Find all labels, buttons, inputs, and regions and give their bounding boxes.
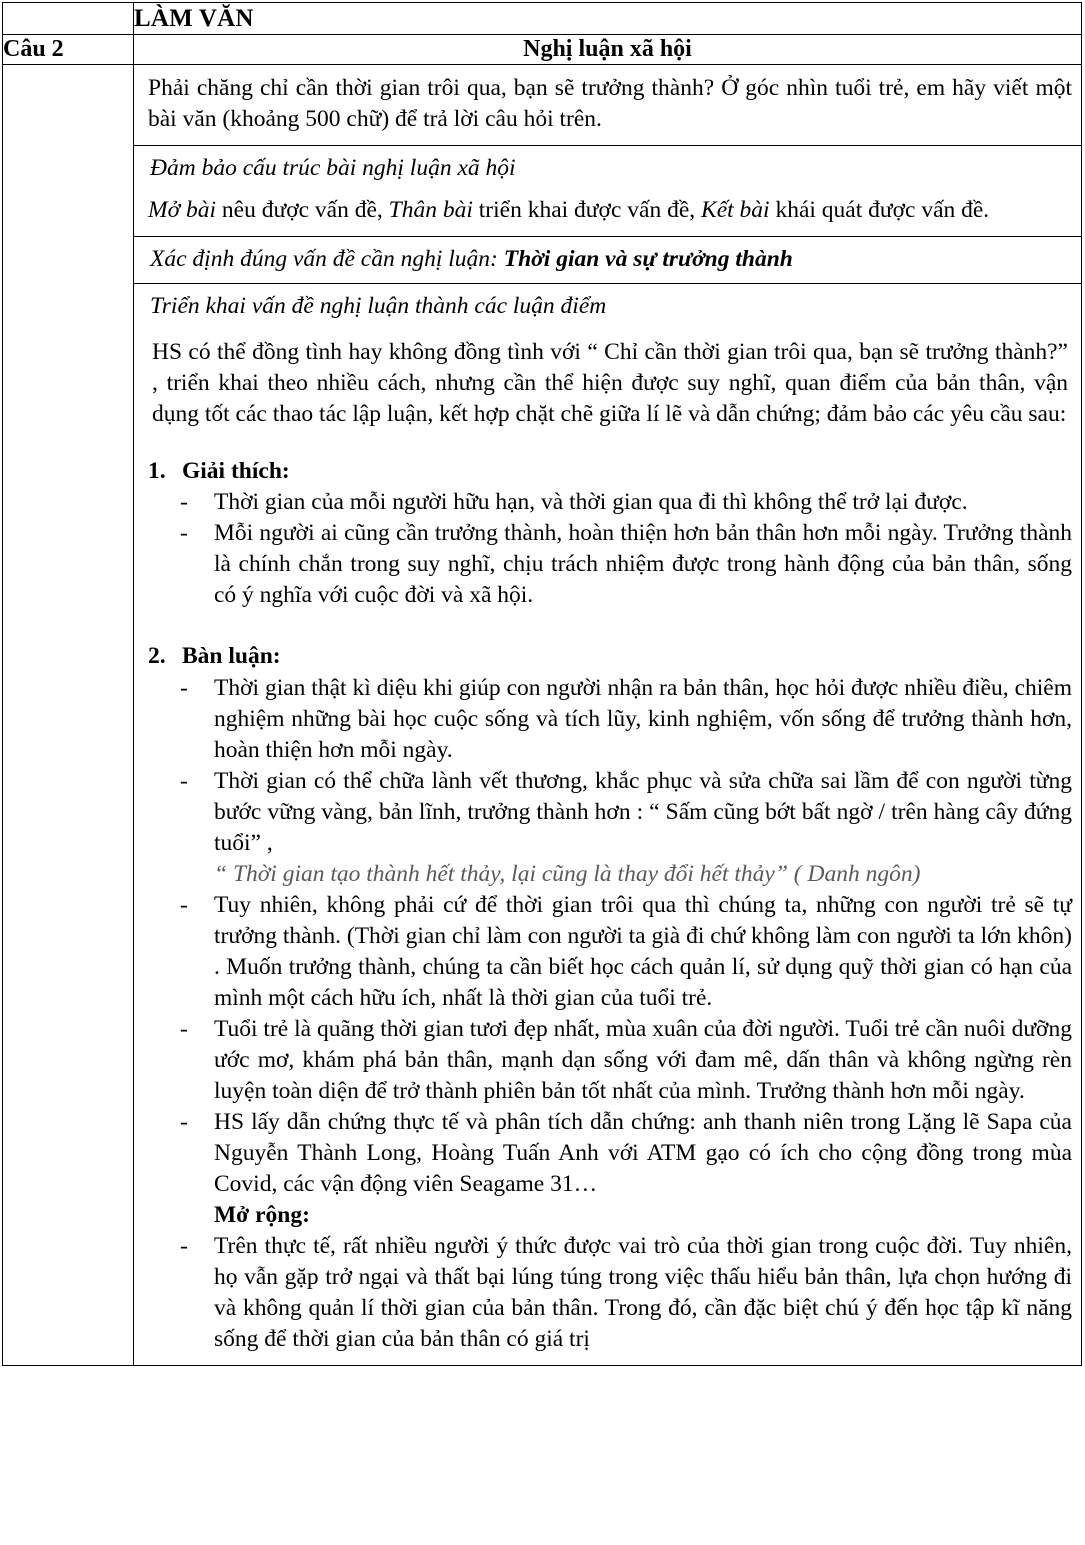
mo-bai-text: nêu được vấn đề, xyxy=(216,196,389,223)
expand-heading: Mở rộng: xyxy=(214,1202,310,1229)
list-item: - Thời gian của mỗi người hữu hạn, và thời gian qua đi thì không thể trở lại được. xyxy=(134,487,1072,518)
identify-topic-row xyxy=(134,236,1081,284)
than-bai-text: triển khai được vấn đề, xyxy=(472,196,702,223)
group-1-label: Giải thích: xyxy=(182,457,290,484)
group-1-list xyxy=(134,487,1072,611)
section-label-cell xyxy=(3,3,134,35)
prompt-row xyxy=(134,65,1081,146)
question-label: Câu 2 xyxy=(3,35,134,65)
group-2-title xyxy=(134,641,1072,672)
group-1-number: 1. xyxy=(148,457,166,484)
group-2-label: Bàn luận: xyxy=(182,643,281,670)
spacer xyxy=(134,436,1081,456)
list-item: - Mỗi người ai cũng cần trưởng thành, hoàn thiện hơn bản thân hơn mỗi ngày. Trưởng thành là chính chắn trong suy nghĩ, chịu trách nhiệm được trong hành động của bản thân, sống có ý nghĩa với cuộc đời và xã hội. xyxy=(134,518,1072,611)
group-2-list xyxy=(134,673,1072,1355)
table-row-question-header xyxy=(3,35,1082,65)
list-item: - Thời gian có thể chữa lành vết thương, khắc phục và sửa chữa sai lầm để con người từng bước vững vàng, bản lĩnh, trưởng thành hơn : “ Sấm cũng bớt bất ngờ / trên hàng cây đứng tuổi” , xyxy=(134,766,1072,859)
group-2-number: 2. xyxy=(148,643,166,670)
spacer xyxy=(134,621,1081,641)
criteria-table xyxy=(134,65,1081,1365)
develop-intro-block xyxy=(134,326,1081,436)
list-item: - Thời gian thật kì diệu khi giúp con người nhận ra bản thân, học hỏi được nhiều điều, chiêm nghiệm những bài học cuộc sống và tích lũy, kinh nghiệm, vốn sống để trưởng thành hơn, hoàn thiện hơn mỗi ngày. xyxy=(134,673,1072,766)
mo-bai-label: Mở bài xyxy=(148,196,217,223)
structure-criteria-heading: Đảm bảo cấu trúc bài nghị luận xã hội xyxy=(150,155,516,182)
group-ban-luan xyxy=(134,641,1081,1365)
group-1-title xyxy=(134,456,1072,487)
question-title: Nghị luận xã hội xyxy=(134,35,1082,65)
group-giai-thich xyxy=(134,456,1081,622)
section-title: LÀM VĂN xyxy=(134,3,1082,35)
identify-topic-block xyxy=(134,237,1081,284)
list-item: - Tuy nhiên, không phải cứ để thời gian trôi qua thì chúng ta, những con người trẻ sẽ tự trưởng thành. (Thời gian chỉ làm con người ta già đi chứ không làm con người ta lớn khôn) . Muốn trưởng thành, chúng ta cần biết học cách quản lí, sử dụng quỹ thời gian có hạn của mình một cách hữu ích, nhất là thời gian của tuổi trẻ. xyxy=(134,890,1072,1014)
develop-arguments-row xyxy=(134,284,1081,1366)
structure-criteria-body xyxy=(134,193,1081,236)
ket-bai-label: Kết bài xyxy=(701,196,770,223)
answer-key-table xyxy=(2,2,1082,1366)
develop-intro-text: HS có thể đồng tình hay không đồng tình với “ Chỉ cần thời gian trôi qua, bạn sẽ trưởng thành?” , triển khai theo nhiều cách, nhưng cần thể hiện được suy nghĩ, quan điểm của bản thân, vận dụng tốt các thao tác lập luận, kết hợp chặt chẽ giữa lí lẽ và dẫn chứng; đảm bảo các yêu cầu sau: xyxy=(152,338,1068,427)
develop-heading: Triển khai vấn đề nghị luận thành các luận điểm xyxy=(150,293,607,320)
list-item: - HS lấy dẫn chứng thực tế và phân tích dẫn chứng: anh thanh niên trong Lặng lẽ Sapa của Nguyễn Thành Long, Hoàng Tuấn Anh với ATM gạo có ích cho cộng đồng trong mùa Covid, các vận động viên Seagame 31… xyxy=(134,1107,1072,1200)
than-bai-label: Thân bài xyxy=(388,196,473,223)
list-item: - Tuổi trẻ là quãng thời gian tươi đẹp nhất, mùa xuân của đời người. Tuổi trẻ cần nuôi dưỡng ước mơ, khám phá bản thân, mạnh dạn sống với đam mê, dấn thân và không ngừng rèn luyện toàn diện để trở thành phiên bản tốt nhất của mình. Trưởng thành hơn mỗi ngày. xyxy=(134,1014,1072,1107)
structure-criteria-row xyxy=(134,146,1081,237)
quote-danh-ngon: “ Thời gian tạo thành hết thảy, lại cũng là thay đổi hết thảy” ( Danh ngôn) xyxy=(214,861,921,888)
table-row-answer-body xyxy=(3,65,1082,1366)
prompt-block xyxy=(134,65,1081,145)
prompt-text: Phải chăng chỉ cần thời gian trôi qua, bạn sẽ trưởng thành? Ở góc nhìn tuổi trẻ, em hãy viết một bài văn (khoảng 500 chữ) để trả lời câu hỏi trên. xyxy=(148,75,1072,133)
ket-bai-text: khái quát được vấn đề. xyxy=(769,196,990,223)
identify-topic-value: Thời gian và sự trưởng thành xyxy=(503,245,793,272)
table-row-section-header xyxy=(3,3,1082,35)
answer-body-cell xyxy=(134,65,1082,1366)
identify-topic-label: Xác định đúng vấn đề cần nghị luận: xyxy=(150,245,498,272)
empty-label-cell xyxy=(3,65,134,1366)
list-item: - Trên thực tế, rất nhiều người ý thức được vai trò của thời gian trong cuộc đời. Tuy nhiên, họ vẫn gặp trở ngại và thất bại lúng túng trong việc thấu hiểu bản thân, lựa chọn hướng đi và không quản lí thời gian của bản thân. Trong đó, cần đặc biệt chú ý đến học tập kĩ năng sống để thời gian của bản thân có giá trị xyxy=(134,1231,1072,1355)
